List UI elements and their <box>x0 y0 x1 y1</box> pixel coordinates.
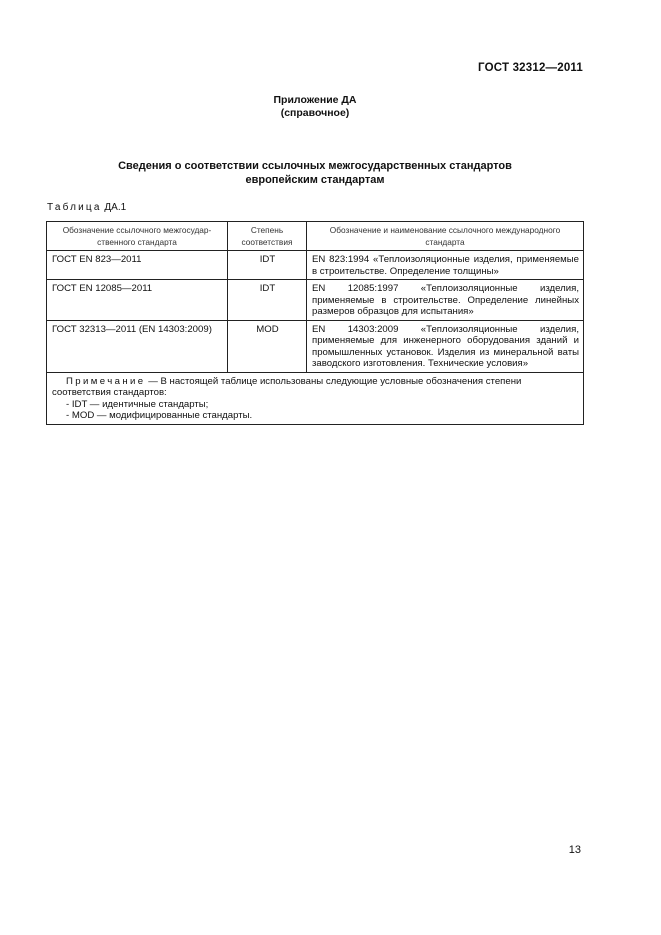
section-title-line1: Сведения о соответствии ссылочных межгосударственных стандартов <box>118 160 512 172</box>
header-degree: Степень соответствия <box>228 222 307 251</box>
note-item-idt: - IDT — идентичные стандарты; <box>66 398 209 410</box>
standard-code: ГОСТ 32312—2011 <box>478 62 583 74</box>
correspondence-table <box>46 221 584 425</box>
note-paragraph <box>52 376 579 399</box>
appendix-subtitle: (справочное) <box>280 107 350 119</box>
table-note <box>47 372 584 424</box>
note-item-mod: - MOD — модифицированные стандарты. <box>66 410 253 421</box>
cell-gost: ГОСТ EN 823—2011 <box>47 251 228 280</box>
cell-gost: ГОСТ 32313—2011 (EN 14303:2009) <box>47 320 228 372</box>
table-row <box>47 251 584 280</box>
table-row <box>47 320 584 372</box>
appendix-title: Приложение ДА <box>273 94 357 106</box>
note-text: — В настоящей таблице использованы следующие условные обозначения степени соответствия стандартов: <box>52 375 522 398</box>
note-label: Примечание <box>66 375 146 387</box>
page-number: 13 <box>568 844 581 856</box>
table-row <box>47 280 584 321</box>
cell-degree: IDT <box>228 280 307 321</box>
cell-intl: EN 12085:1997 «Теплоизоляционные изделия, применяемые в строительстве. Определение линейных размеров образцов для испытания» <box>307 280 584 321</box>
cell-gost: ГОСТ EN 12085—2011 <box>47 280 228 321</box>
header-gost: Обозначение ссылочного межгосудар-ственного стандарта <box>47 222 228 251</box>
table-header-row <box>47 222 584 251</box>
table-caption-number: ДА.1 <box>104 202 127 213</box>
table-note-row <box>47 372 584 424</box>
table-caption <box>47 202 126 213</box>
section-title-line2: европейским стандартам <box>245 173 385 186</box>
cell-degree: MOD <box>228 320 307 372</box>
cell-intl: EN 823:1994 «Теплоизоляционные изделия, применяемые в строительстве. Определение толщины» <box>307 251 584 280</box>
cell-intl: EN 14303:2009 «Теплоизоляционные изделия, применяемые для инженерного оборудования зданий и промышленных установок. Изделия из минеральной ваты заводского изготовления. Технические условия» <box>307 320 584 372</box>
header-intl: Обозначение и наименование ссылочного международного стандарта <box>307 222 584 251</box>
table-caption-prefix: Таблица <box>47 202 102 213</box>
cell-degree: IDT <box>228 251 307 280</box>
